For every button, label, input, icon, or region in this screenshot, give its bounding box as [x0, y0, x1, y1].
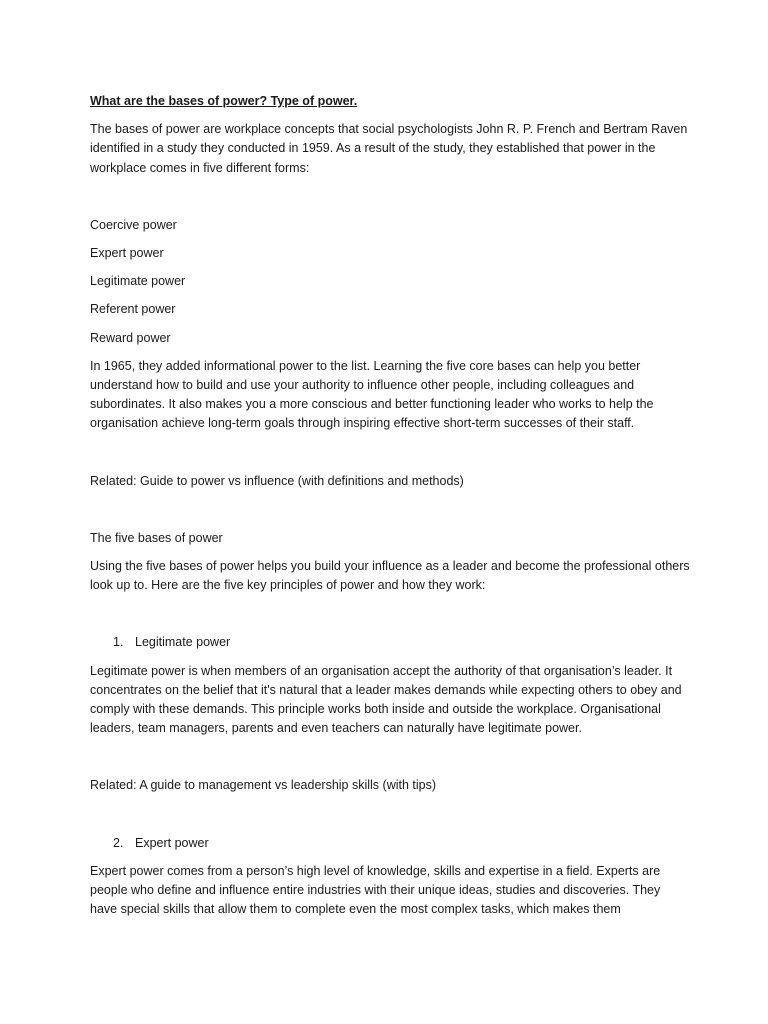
intro-paragraph: The bases of power are workplace concepts that social psychologists John R. P. French and Bertram Raven identified in a study they conducted in 1959. As a result of the study, they established that power in the workplace comes in five different forms: — [90, 122, 688, 175]
paragraph-1965: In 1965, they added informational power to the list. Learning the five core bases can help you better understand how to build and use your authority to influence other people, including colleagues and subordinates. It also makes you a more conscious and better functioning leader who works to help the organisation achieve long-term goals through inspiring effective short-term successes of their staff. — [90, 358, 654, 431]
power-list-item: Expert power — [90, 246, 164, 261]
power-list-item: Legitimate power — [90, 274, 186, 289]
list-heading: Legitimate power — [135, 635, 231, 650]
related-link-power-vs-influence: Related: Guide to power vs influence (with definitions and methods) — [90, 473, 464, 488]
expert-power-paragraph: Expert power comes from a person’s high level of knowledge, skills and expertise in a field. Experts are people who define and influence entire industries with their unique ideas, studies and discoveries. They have special skills that allow them to complete even the most complex tasks, which makes them — [90, 863, 661, 917]
document-title: What are the bases of power? Type of power. — [90, 94, 358, 108]
section-intro: Using the five bases of power helps you build your influence as a leader and become the professional others look up to. Here are the five key principles of power and how they work: — [90, 559, 690, 593]
numbered-heading-expert — [90, 834, 690, 853]
power-list-item: Referent power — [90, 302, 176, 317]
list-number: 2. — [113, 835, 124, 850]
document-page — [90, 92, 690, 919]
power-list-item: Reward power — [90, 330, 171, 345]
section-heading: The five bases of power — [90, 530, 223, 545]
list-heading: Expert power — [135, 835, 209, 850]
numbered-heading-legitimate — [90, 633, 690, 652]
related-link-management-vs-leadership: Related: A guide to management vs leadership skills (with tips) — [90, 778, 437, 793]
power-list-item: Coercive power — [90, 217, 177, 232]
legitimate-power-paragraph: Legitimate power is when members of an organisation accept the authority of that organisation’s leader. It concentrates on the belief that it's natural that a leader makes demands while expecting others to obey and comply with these demands. This principle works both inside and outside the workplace. Organisational leaders, team managers, parents and even teachers can naturally have legitimate power. — [90, 663, 682, 736]
list-number: 1. — [113, 635, 124, 650]
